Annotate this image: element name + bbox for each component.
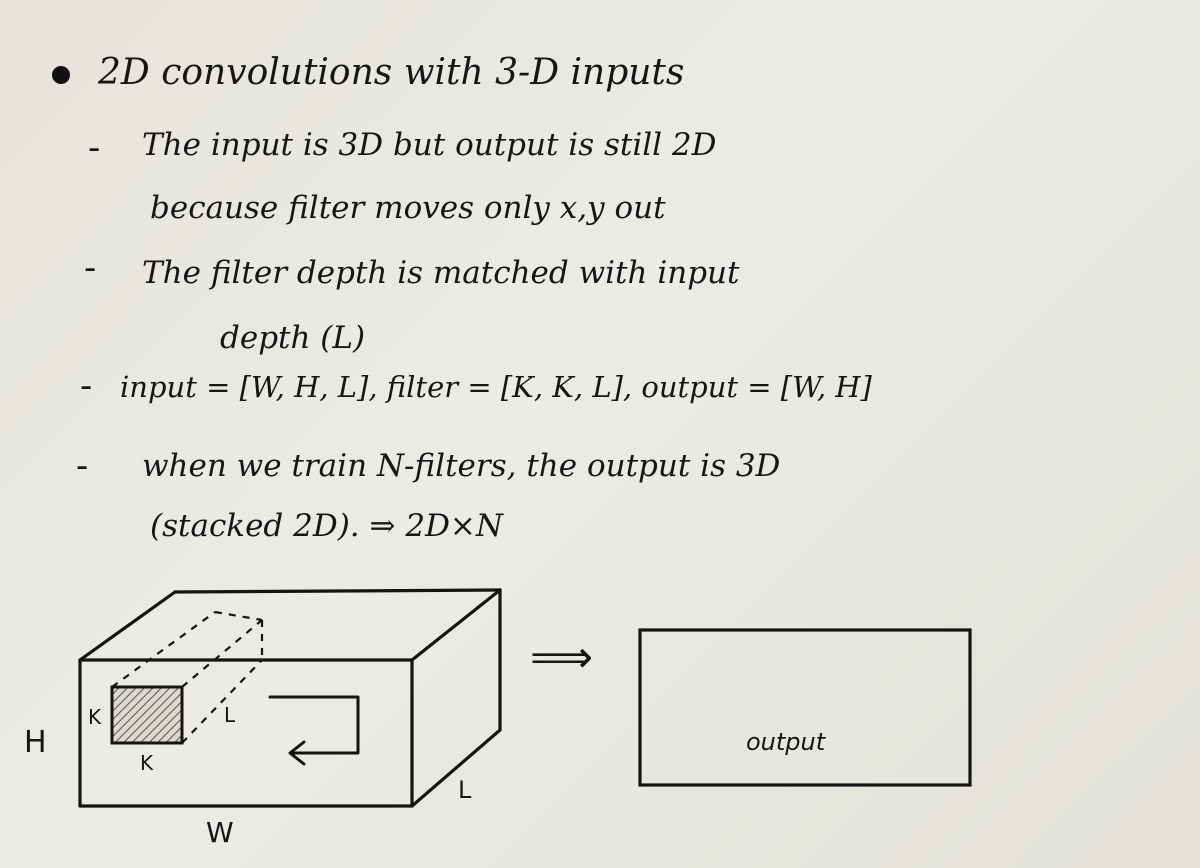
filter-front-face: [112, 687, 182, 743]
bullet-4-line-2: (stacked 2D). ⇒ 2D×N: [150, 508, 504, 544]
note-title: 2D convolutions with 3-D inputs: [98, 52, 685, 93]
dash-4: -: [76, 446, 89, 486]
bullet-1-line-2: because filter moves only x,y out: [150, 190, 666, 226]
dash-1: -: [88, 128, 101, 168]
width-label: W: [206, 816, 234, 849]
output-label: output: [746, 728, 826, 756]
filter-l-label: L: [224, 703, 236, 727]
output-plane: [640, 630, 970, 785]
bullet-2-line-2: depth (L): [220, 320, 366, 356]
slide-arrow: [270, 697, 358, 764]
dash-3: -: [80, 366, 93, 406]
filter-k-left-label: K: [88, 705, 102, 729]
bullet-2-line-1: The filter depth is matched with input: [142, 255, 740, 291]
filter-k-bottom-label: K: [140, 751, 154, 775]
bullet-4-line-1: when we train N-filters, the output is 3D: [142, 448, 781, 484]
height-label: H: [24, 725, 47, 760]
bullet-3-line-1: input = [W, H, L], filter = [K, K, L], output = [W, H]: [120, 370, 872, 404]
depth-label: L: [458, 776, 472, 804]
implies-arrow: ⟹: [530, 632, 594, 683]
bullet-1-line-1: The input is 3D but output is still 2D: [142, 127, 717, 163]
dash-2: -: [84, 248, 97, 288]
